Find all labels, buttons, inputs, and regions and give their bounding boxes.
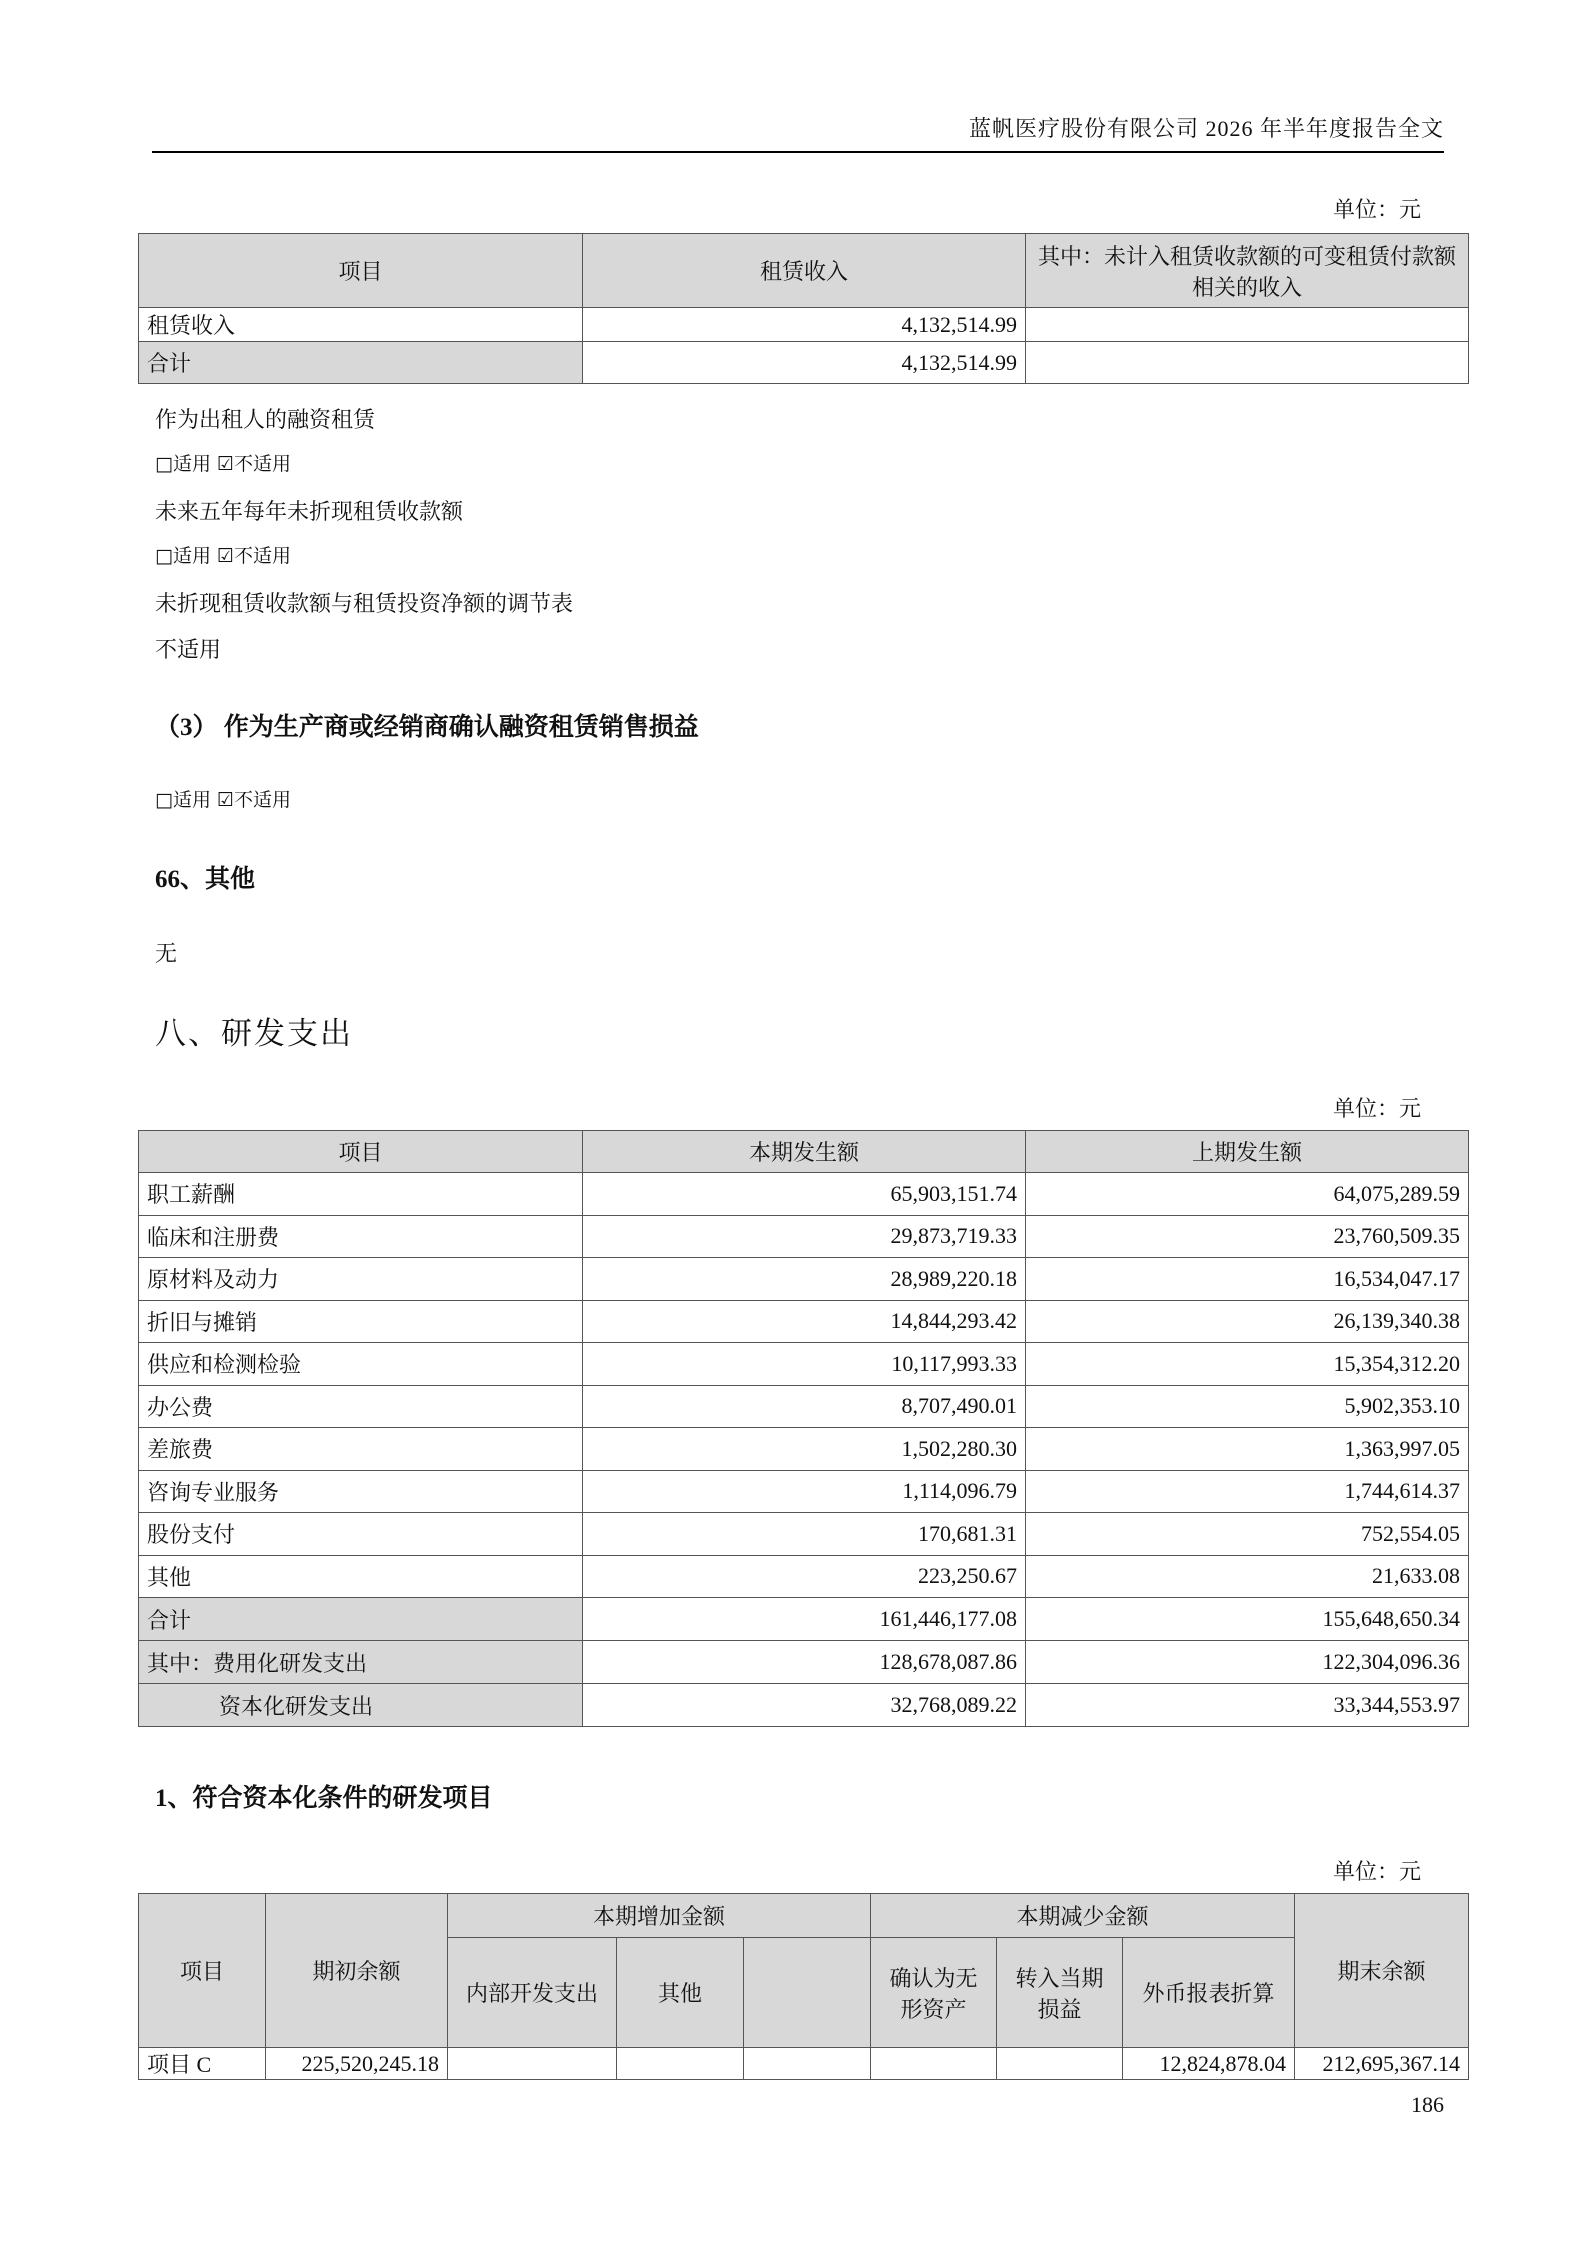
lease-income-table	[138, 233, 1469, 384]
variable-income-value	[1026, 308, 1469, 342]
table-row	[139, 1428, 1469, 1471]
lease-income-value: 4,132,514.99	[583, 342, 1026, 384]
table-row	[139, 1300, 1469, 1343]
table-row	[139, 1215, 1469, 1258]
prior-period-value: 16,534,047.17	[1026, 1258, 1469, 1301]
table-row-capitalized	[139, 1684, 1469, 1727]
capitalized-projects-table	[138, 1893, 1469, 2080]
prior-period-value: 33,344,553.97	[1026, 1684, 1469, 1727]
rd-expenditure-table	[138, 1130, 1469, 1727]
row-label: 临床和注册费	[139, 1215, 583, 1258]
prior-period-value: 155,648,650.34	[1026, 1598, 1469, 1641]
current-period-value: 170,681.31	[583, 1513, 1026, 1556]
table-row	[139, 2048, 1469, 2080]
current-period-value: 10,117,993.33	[583, 1343, 1026, 1386]
section-heading-66: 66、其他	[155, 866, 256, 893]
row-label: 差旅费	[139, 1428, 583, 1471]
current-period-value: 32,768,089.22	[583, 1684, 1026, 1727]
checkbox-icon: □适用 ☑不适用	[155, 789, 292, 811]
variable-income-value	[1026, 342, 1469, 384]
section-heading-rd: 八、研发支出	[155, 1016, 353, 1051]
reconciliation-title: 未折现租赁收款额与租赁投资净额的调节表	[155, 591, 574, 616]
internal-dev-value	[448, 2048, 617, 2080]
current-period-value: 28,989,220.18	[583, 1258, 1026, 1301]
report-header-title: 蓝帆医疗股份有限公司 2026 年半年度报告全文	[968, 116, 1444, 141]
table-row-expensed	[139, 1641, 1469, 1684]
row-label: 合计	[139, 342, 583, 384]
row-label: 资本化研发支出	[139, 1684, 583, 1727]
column-header	[744, 1938, 871, 2048]
finance-lease-title: 作为出租人的融资租赁	[155, 407, 376, 432]
current-period-value: 65,903,151.74	[583, 1173, 1026, 1216]
section-heading-3: （3） 作为生产商或经销商确认融资租赁销售损益	[155, 714, 699, 741]
checkbox-icon: □适用 ☑不适用	[155, 545, 292, 567]
column-header: 其中：未计入租赁收款额的可变租赁付款额相关的收入	[1026, 234, 1469, 308]
row-label: 其他	[139, 1555, 583, 1598]
closing-balance: 212,695,367.14	[1295, 2048, 1469, 2080]
row-label: 咨询专业服务	[139, 1470, 583, 1513]
lease-income-value: 4,132,514.99	[583, 308, 1026, 342]
header-rule	[152, 151, 1444, 153]
table-row	[139, 1513, 1469, 1556]
table-row-total	[139, 342, 1469, 384]
prior-period-value: 64,075,289.59	[1026, 1173, 1469, 1216]
unit-label: 单位：元	[1332, 197, 1421, 222]
not-applicable-text: 不适用	[155, 637, 222, 662]
column-header: 确认为无形资产	[871, 1938, 997, 2048]
column-group-header: 本期减少金额	[871, 1894, 1295, 1938]
column-header: 租赁收入	[583, 234, 1026, 308]
table-header-row	[139, 234, 1469, 308]
row-label: 职工薪酬	[139, 1173, 583, 1216]
blank-value	[744, 2048, 871, 2080]
column-header: 项目	[139, 1894, 266, 2048]
current-period-value: 1,502,280.30	[583, 1428, 1026, 1471]
table-row	[139, 308, 1469, 342]
column-header: 转入当期损益	[997, 1938, 1123, 2048]
column-group-header: 本期增加金额	[448, 1894, 871, 1938]
table-row	[139, 1343, 1469, 1386]
table-row	[139, 1385, 1469, 1428]
current-period-value: 1,114,096.79	[583, 1470, 1026, 1513]
prior-period-value: 21,633.08	[1026, 1555, 1469, 1598]
column-header: 上期发生额	[1026, 1131, 1469, 1173]
unit-label: 单位：元	[1332, 1096, 1421, 1121]
row-label: 股份支付	[139, 1513, 583, 1556]
table-header-row	[139, 1894, 1469, 1938]
column-header: 内部开发支出	[448, 1938, 617, 2048]
prior-period-value: 1,744,614.37	[1026, 1470, 1469, 1513]
prior-period-value: 15,354,312.20	[1026, 1343, 1469, 1386]
unit-label: 单位：元	[1332, 1859, 1421, 1884]
current-period-value: 14,844,293.42	[583, 1300, 1026, 1343]
row-label: 合计	[139, 1598, 583, 1641]
column-header: 外币报表折算	[1123, 1938, 1295, 2048]
checkbox-icon: □适用 ☑不适用	[155, 453, 292, 475]
prior-period-value: 752,554.05	[1026, 1513, 1469, 1556]
prior-period-value: 23,760,509.35	[1026, 1215, 1469, 1258]
prior-period-value: 5,902,353.10	[1026, 1385, 1469, 1428]
row-label: 折旧与摊销	[139, 1300, 583, 1343]
column-header: 其他	[617, 1938, 744, 2048]
profit-loss-value	[997, 2048, 1123, 2080]
table-row-total	[139, 1598, 1469, 1641]
column-header: 期末余额	[1295, 1894, 1469, 2048]
applicability-checkbox	[155, 449, 291, 476]
column-header: 期初余额	[266, 1894, 448, 2048]
row-label: 其中：费用化研发支出	[139, 1641, 583, 1684]
current-period-value: 161,446,177.08	[583, 1598, 1026, 1641]
current-period-value: 8,707,490.01	[583, 1385, 1026, 1428]
intangible-asset-value	[871, 2048, 997, 2080]
none-text: 无	[155, 941, 178, 966]
table-row	[139, 1258, 1469, 1301]
page-number: 186	[1411, 2092, 1444, 2117]
prior-period-value: 1,363,997.05	[1026, 1428, 1469, 1471]
row-label: 原材料及动力	[139, 1258, 583, 1301]
table-header-row	[139, 1131, 1469, 1173]
other-increase-value	[617, 2048, 744, 2080]
table-row	[139, 1173, 1469, 1216]
current-period-value: 223,250.67	[583, 1555, 1026, 1598]
current-period-value: 128,678,087.86	[583, 1641, 1026, 1684]
future-five-years-title: 未来五年每年未折现租赁收款额	[155, 499, 464, 524]
prior-period-value: 26,139,340.38	[1026, 1300, 1469, 1343]
column-header: 项目	[139, 1131, 583, 1173]
opening-balance: 225,520,245.18	[266, 2048, 448, 2080]
fx-translation-value: 12,824,878.04	[1123, 2048, 1295, 2080]
table-row	[139, 1470, 1469, 1513]
project-name: 项目 C	[139, 2048, 266, 2080]
applicability-checkbox	[155, 541, 291, 568]
column-header: 项目	[139, 234, 583, 308]
prior-period-value: 122,304,096.36	[1026, 1641, 1469, 1684]
table-row	[139, 1555, 1469, 1598]
row-label: 办公费	[139, 1385, 583, 1428]
current-period-value: 29,873,719.33	[583, 1215, 1026, 1258]
applicability-checkbox	[155, 785, 291, 812]
column-header: 本期发生额	[583, 1131, 1026, 1173]
row-label: 供应和检测检验	[139, 1343, 583, 1386]
row-label: 租赁收入	[139, 308, 583, 342]
section-heading-capitalized-projects: 1、符合资本化条件的研发项目	[155, 1785, 493, 1812]
